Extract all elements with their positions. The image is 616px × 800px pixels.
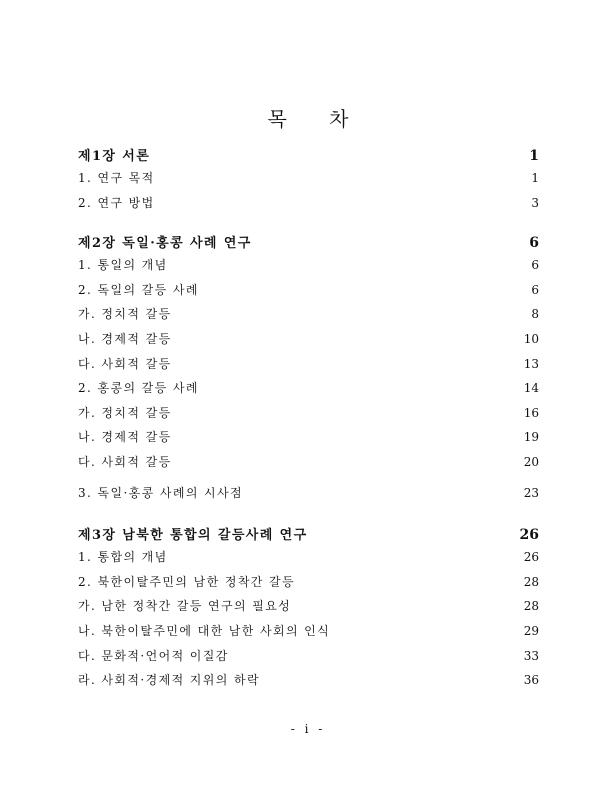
toc-entry-label: 나. 북한이탈주민에 대한 남한 사회의 인식: [78, 623, 331, 638]
toc-entry: [78, 281, 539, 306]
toc-page-number: 33: [523, 648, 539, 663]
toc-entry-label: 나. 경제적 갈등: [78, 430, 172, 445]
toc-entry: [78, 305, 539, 330]
toc-entry-label: 1. 연구 목적: [78, 171, 155, 185]
toc-entry: [78, 484, 539, 509]
table-of-contents: [78, 145, 539, 696]
toc-entry-label: 2. 연구 방법: [78, 195, 155, 210]
toc-entry-label: 2. 홍콩의 갈등 사례: [78, 381, 199, 396]
toc-chapter-label: 제2장 독일·홍콩 사례 연구: [78, 236, 252, 252]
page-footer-number: - i -: [290, 722, 326, 736]
toc-page-number: 26: [519, 527, 539, 544]
toc-entry-label: 2. 북한이탈주민의 남한 정착간 갈등: [78, 574, 295, 589]
toc-page-number: 20: [523, 454, 539, 469]
toc-entry: [78, 355, 539, 380]
toc-page-number: 36: [523, 673, 539, 688]
toc-page-number: 6: [531, 258, 539, 273]
spacer: [78, 508, 539, 524]
toc-page-number: 19: [523, 430, 539, 445]
toc-entry: [78, 194, 539, 219]
toc-page-number: 1: [531, 171, 539, 185]
toc-entry: [78, 169, 539, 194]
toc-chapter-1: [78, 145, 539, 169]
toc-page-number: 28: [523, 574, 539, 589]
toc-entry: [78, 379, 539, 404]
toc-entry-label: 1. 통일의 개념: [78, 258, 168, 273]
toc-page-number: 23: [523, 485, 539, 500]
toc-page-number: 13: [523, 356, 539, 371]
toc-page-number: 16: [523, 405, 539, 420]
toc-entry-label: 2. 독일의 갈등 사례: [78, 282, 199, 297]
toc-page-number: 6: [531, 282, 539, 297]
toc-page-number: 26: [523, 550, 539, 565]
toc-entry: [78, 671, 539, 696]
toc-page-number: 14: [523, 381, 539, 396]
toc-entry-label: 라. 사회적·경제적 지위의 하락: [78, 673, 260, 688]
spacer: [78, 218, 539, 232]
toc-chapter-2: [78, 232, 539, 256]
toc-chapter-label: 제1장 서론: [78, 149, 151, 164]
toc-entry: [78, 622, 539, 647]
toc-page-number: 8: [531, 307, 539, 322]
toc-page-number: 29: [523, 623, 539, 638]
toc-entry: [78, 256, 539, 281]
toc-entry: [78, 428, 539, 453]
page-title: 목 차: [267, 107, 367, 131]
toc-entry: [78, 647, 539, 672]
toc-entry-label: 1. 통합의 개념: [78, 550, 168, 565]
toc-entry-label: 가. 정치적 갈등: [78, 307, 172, 322]
toc-entry: [78, 573, 539, 598]
toc-entry: [78, 548, 539, 573]
toc-entry: [78, 330, 539, 355]
toc-entry-label: 다. 사회적 갈등: [78, 356, 172, 371]
toc-entry: [78, 453, 539, 478]
toc-chapter-label: 제3장 남북한 통합의 갈등사례 연구: [78, 528, 308, 544]
toc-page-number: 6: [529, 235, 539, 252]
toc-entry-label: 나. 경제적 갈등: [78, 331, 172, 346]
toc-page-number: 10: [523, 331, 539, 346]
toc-page-number: 1: [529, 148, 539, 164]
toc-page-number: 28: [523, 599, 539, 614]
toc-entry: [78, 597, 539, 622]
toc-entry-label: 가. 남한 정착간 갈등 연구의 필요성: [78, 599, 292, 614]
toc-entry-label: 가. 정치적 갈등: [78, 405, 172, 420]
toc-entry-label: 다. 문화적·언어적 이질감: [78, 648, 229, 663]
toc-page-number: 3: [531, 195, 539, 210]
toc-entry-label: 3. 독일·홍콩 사례의 시사점: [78, 485, 244, 500]
toc-entry-label: 다. 사회적 갈등: [78, 454, 172, 469]
toc-entry: [78, 404, 539, 429]
toc-chapter-3: [78, 524, 539, 548]
